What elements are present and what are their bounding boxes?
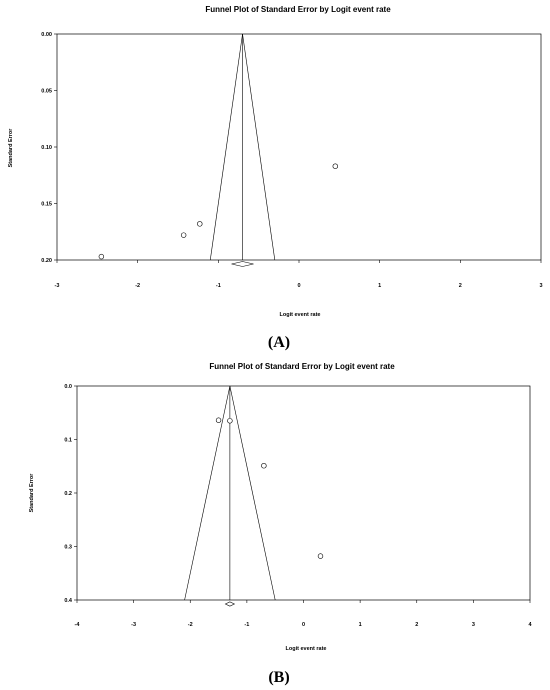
x-tick-label: -1 <box>244 622 250 628</box>
x-tick-label: 2 <box>415 622 419 628</box>
x-tick-label: -2 <box>135 283 141 289</box>
study-point <box>197 221 202 226</box>
y-tick-label: 0.15 <box>41 201 52 208</box>
x-tick-label: 1 <box>378 283 382 289</box>
summary-diamond <box>232 262 254 267</box>
x-tick-label: 4 <box>528 622 532 628</box>
y-tick-label: 0.4 <box>64 598 72 604</box>
y-tick-label: 0.3 <box>64 544 72 551</box>
panel-b <box>29 362 532 686</box>
panel-b-title: Funnel Plot of Standard Error by Logit event rate <box>209 362 395 371</box>
funnel-left-boundary <box>185 386 230 600</box>
panel-a-label: (A) <box>267 334 291 351</box>
panel-b-label: (B) <box>268 669 290 686</box>
study-point <box>181 233 186 238</box>
x-tick-label: -3 <box>131 622 137 628</box>
summary-diamond <box>225 602 234 606</box>
y-tick-label: 0.20 <box>41 258 52 264</box>
panel-b-x-axis-title: Logit event rate <box>285 646 327 652</box>
panel-a-x-axis-title: Logit event rate <box>279 312 321 318</box>
panel-b-points <box>216 418 323 559</box>
panel-a-x-ticks <box>55 260 543 289</box>
x-tick-label: 3 <box>471 622 475 628</box>
y-tick-label: 0.10 <box>41 145 52 151</box>
funnel-left-boundary <box>210 34 242 260</box>
panel-a <box>8 5 543 351</box>
funnel-right-boundary <box>230 386 275 600</box>
panel-a-points <box>99 164 338 259</box>
x-tick-label: -2 <box>187 622 193 628</box>
panel-b-y-ticks <box>64 384 77 604</box>
study-point <box>99 254 104 259</box>
study-point <box>227 418 232 423</box>
x-tick-label: 0 <box>297 283 301 289</box>
y-tick-label: 0.1 <box>64 437 72 444</box>
x-tick-label: 2 <box>458 283 462 289</box>
study-point <box>261 463 266 468</box>
panel-a-plot-frame <box>57 34 541 260</box>
y-tick-label: 0.2 <box>64 491 72 497</box>
panel-a-title: Funnel Plot of Standard Error by Logit event rate <box>205 5 391 14</box>
study-point <box>333 164 338 169</box>
x-tick-label: -1 <box>215 283 221 289</box>
panel-a-funnel <box>210 34 275 267</box>
funnel-right-boundary <box>243 34 275 260</box>
x-tick-label: -3 <box>54 283 60 289</box>
study-point <box>216 418 221 423</box>
y-tick-label: 0.0 <box>64 384 72 390</box>
panel-b-plot-frame <box>77 386 530 600</box>
y-tick-label: 0.05 <box>41 88 52 95</box>
x-tick-label: 0 <box>301 622 306 628</box>
panel-b-x-ticks <box>75 600 533 628</box>
study-point <box>318 554 323 559</box>
x-tick-label: 3 <box>539 283 543 289</box>
x-tick-label: 1 <box>358 622 362 628</box>
panel-a-y-ticks <box>41 32 57 264</box>
x-tick-label: -4 <box>74 622 80 628</box>
panel-b-y-axis-title: Standard Error <box>29 473 35 513</box>
y-tick-label: 0.00 <box>41 32 52 38</box>
panel-a-y-axis-title: Standard Error <box>8 128 14 168</box>
